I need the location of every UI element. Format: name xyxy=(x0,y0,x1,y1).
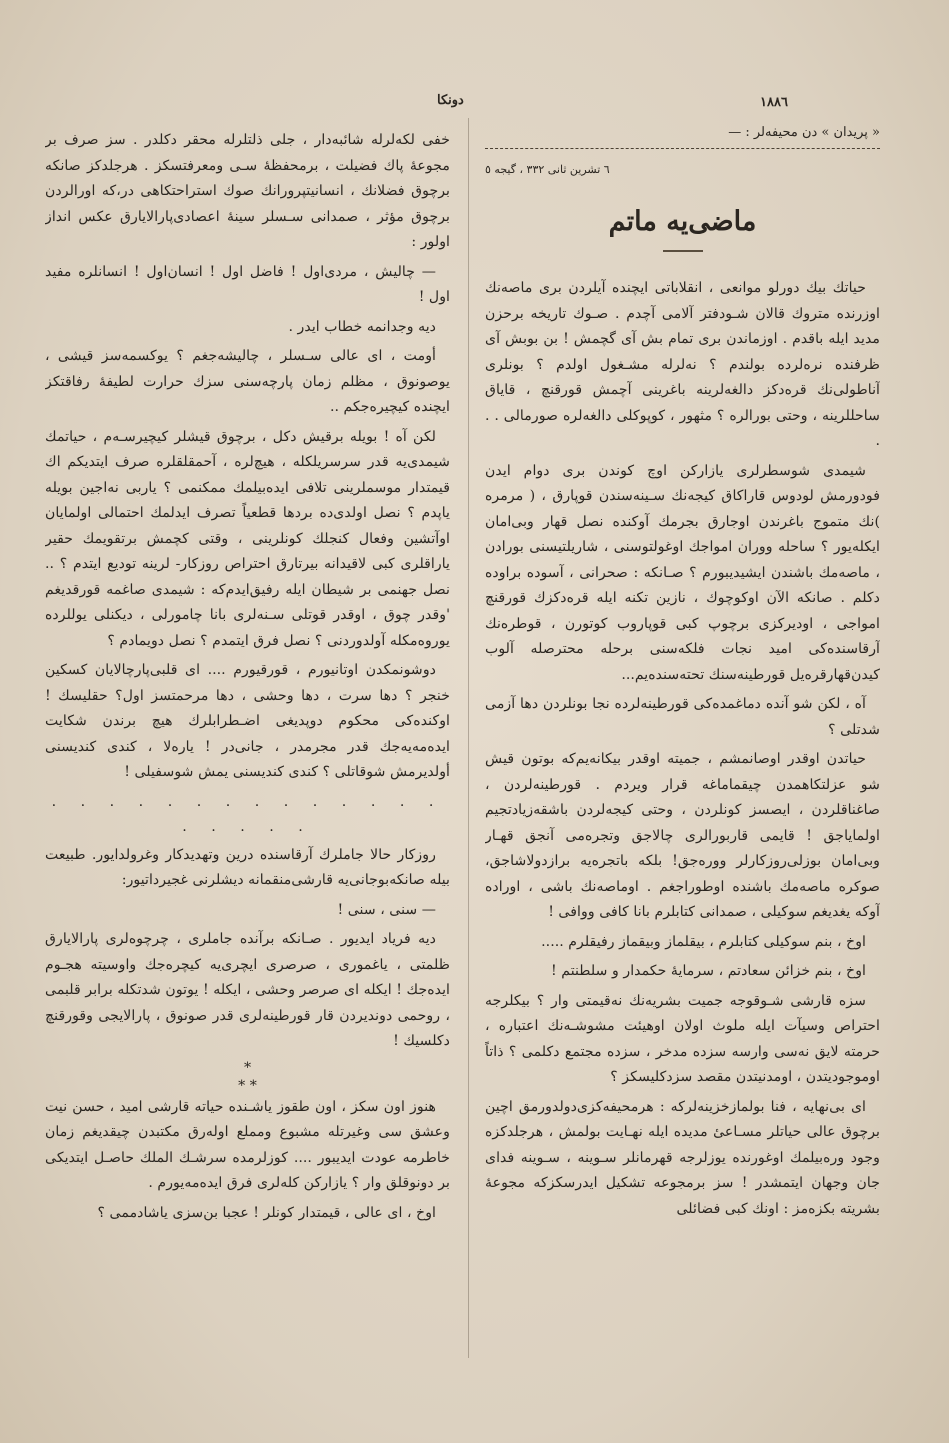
paragraph: دیه وجدانمه خطاب ایدر . xyxy=(288,318,436,335)
left-column xyxy=(45,128,450,1338)
paragraph: — چالیش ، مردی‌اول ! فاضل اول ! انسان‌اول ! انسانلره مفید اول ! xyxy=(45,263,450,305)
paragraph: حیاتدن اوقدر اوصانمشم ، جمیته اوقدر بیکانه‌یم‌که بوتون قیش شو عزلتکاهمدن چیقماماغه قرار ویردم . قورطینه‌لردن ، صاغناقلردن ، ایصسز کونلردن ، وحتی کیجه‌لردن باشقه‌زیاد‌تجیم اولمایاجق ! قایمی قاربورالری چالاجق وتجره‌می آنجق قهـار وبی‌امان بوزلی‌روزکارلر وورەجق! بلکه باتجره‌یه برازدولاشاجق، صوکره ماصه‌مك باشنده اوطوراجغم . اوماصه‌نك باشی ، اوراده آوکه یغدیغم سوکیلی ، صمدانی کتابلرم بانا کافی ووافی ! xyxy=(485,751,880,920)
paragraph: سزه قارشی شـوقوجه جمیت بشریه‌نك نه‌قیمتی وار ؟ بیکلرجه احتراص وسیآت ایله ملوث اولان اوهیئت مشوشـه‌نك اعتباره ، حرمته لایق نه‌سی وارسه سزده مدخر ، سزده مجتمع دکلمی ؟ ذاتاً اوموجودیتدن ، اومدنیتدن مقصد سزدکلیسکز ؟ xyxy=(485,992,880,1085)
paragraph: أومت ، ای عالی سـسلر ، چالیشه‌جغم ؟ یوکسمه‌سز قیشی ، یوصونوق ، مظلم زمان پارچه‌سنی سزك حرارت لطیفهٔ رفاقتکز ایچنده کیچیره‌جکم .. xyxy=(45,348,450,415)
paragraph: اوخ ، بنم سوکیلی کتابلرم ، بیقلماز وبیقماز رفیقلرم ..... xyxy=(541,933,866,950)
page-number: ١٨٨٦ xyxy=(760,95,788,110)
paragraph: آه ، لکن شو آنده دماغمده‌کی قورطینه‌لرده نجا بونلردن دها آزمی شدتلی ؟ xyxy=(485,696,880,738)
entry-date: ٦ تشرین ثانی ٣٣٢ ، گیجه ٥ xyxy=(485,162,610,176)
paragraph: دیه فریاد ایدیور . صـانکه برآنده جاملری ، چرچوه‌لری پارالایارق ظلمتی ، یاغموری ، صرصری ایچری‌یه کیچره‌جك واوسیته هجـوم ایده‌جك ! ایکله ای صرصر وحشی ، ایکله ! یوتون شدتکله برابر قلبمی ، روحمی دوندیردن قار قورطینه‌لری قدر صونوق ، پارالایجی وقورقنچ دکلسیك ! xyxy=(45,931,450,1049)
dotted-separator: . . . . . . . . . . . . . . . . . . . xyxy=(51,793,444,835)
right-column xyxy=(485,120,880,1350)
source-reference: « پریدان » دن محیفه‌لر : — xyxy=(485,120,880,149)
paragraph: دوشونمکدن اوتانیورم ، قورقیورم .... ای قلبی‌پارچالایان کسکین خنجر ؟ دها سرت ، دها وحشی ، دها مرحمتسز اول؟ حقلیسك ! اوکنده‌کی محکوم دوپدیغی اضـطرابلرك هیچ برندن شکایت ایده‌مه‌یه‌جك قدر مجرمدر ، جانی‌در ! یاره‌لا ، کندی کندیسنی أولدیرمش شوقاتلی ؟ کندی کندیسنی یمش شوسفیلی ! xyxy=(45,662,450,780)
paragraph: اوخ ، ای عالی ، قیمتدار کونلر ! عجبا بن‌سزی یاشادممی ؟ xyxy=(97,1204,436,1221)
paragraph: شیمدی شوسطرلری یازارکن اوچ کوندن بری دوام ایدن فودورمش لودوس قاراكاق کیجه‌نك سـینه‌سندن قوپارق ، ( مرمره )نك متموج باغرندن اوجارق بجرمك آوکنده نصل قهار وبی‌امان ایکلەیور ؟ ساحله ووران امواجك اوغولتوسنی ، شاریلتیسنی بورادن ، ماصه‌مك باشندن ایشیدیبورم ؟ صـانکه : صحرانی ، آسوده براوده دکلم . صانکه الآن اوکوچوك ، نازین تکنه ایله قره‌دکزك قورقنچ امواجی ، اودیرکزی برچوپ کبی قوپاروب کوتورن ، قوطره‌نك آرقاسنده‌کی امید نجات فلکه‌سنی برحله محترصله آلوب کیدن‌قهارقره‌یل قورطینه‌سنك تحته‌سنده‌یم... xyxy=(485,462,880,683)
paragraph: هنوز اون سکز ، اون طقوز یاشـنده حیاته قارشی امید ، حسن نیت وعشق سی وغیرتله مشبوع ومملع اولەرق مکتبدن چیقدیغم زمان خاطرمه عودت ایدیبور .... کوزلرمده سرشـك الملك حاصـل ایتدیکی بر دونوقلق وار ؟ یازارکن کله‌لری فرق ایده‌مه‌یورم . xyxy=(45,1098,450,1191)
title-ornament xyxy=(663,250,703,252)
column-divider xyxy=(468,118,469,1358)
article-title: ماضی‌یه ماتم xyxy=(608,206,757,237)
paragraph: خفی لکه‌لرله شائبه‌دار ، جلی ذلتلرله محقر دکلدر . سز صرف بر مجوعهٔ پاك فضیلت ، برمحفظهٔ سـی ومعرفتسکز . هرجلدکز صانکه برچوق فضلانك ، انسانیتپرورانك صوك استراحتکاهی در،که اورالردن برچوق مؤثر ، صمدانی سـسلر سینهٔ اعصادی‌پارالایارق عکس انداز اولور : xyxy=(45,132,450,250)
paragraph: — سنی ، سنی ! xyxy=(337,901,436,918)
journal-name-header: دونكا xyxy=(437,93,464,108)
paragraph: اوخ ، بنم خزائن سعادتم ، سرمایهٔ حکمدار و سلطنتم ! xyxy=(551,963,866,979)
paragraph: روزکار حالا جاملرك آرقاسنده درین وتهدیدکار وغرولدایور. طبیعت بیله صانکه‌بوجانی‌یه قارشی‌منقمانه دیشلرنی غجیردا‌تیور: xyxy=(45,846,450,888)
asterism-top: * xyxy=(243,1059,252,1076)
paragraph: حیاتك بیك دورلو موانعی ، انقلاباتی ایچنده آیلردن بری ماصه‌نك اوزرنده متروك قالان شـودفتر آلامی آچدم . صـوك تاریخه برحزن مدید ایله باقدم . اوزماندن بری تمام بش آی گچمش ! بن بوبش آی ظرفنده نره‌لرده بولندم ؟ نه‌لرله مشـغول اولدم ؟ بونلری آناطولی‌نك قره‌دكز دالغه‌لرینه باغرینی آچمش قورقنچ ، قایاق ساحللرینه ، وحتی بورالره ؟ مثهور ، کوپوکلی دالغه‌لره صورمالی . . . xyxy=(485,280,880,449)
asterism-bottom: * * xyxy=(238,1077,257,1094)
paragraph: لکن آه ! بویله برقیش دکل ، برچوق قیشلر کیچیرسـه‌م ، حیاتمك شیمدی‌یه قدر سرسریلکله ، هیچ‌لره ، آحمقلقلره صرف ایتدیکم اك قیمتدار موسملرینی تلافی ایده‌بیلمك ممکنمی ؟ یاربی نه‌اجین بویله یاپدم ؟ نصل اولدی‌ده بردها قطعیاً تصرف ایدلمك احتمالی اولمایان اوآتشین وفعال کنجلك کونلرینی ، وقتی کچمش برتقویمك حقیر یاراقلری کبی لاقیدانه بیرتارق احتراص روزکار- لرینه تودیع ایتدم ؟ .. نصل جهنمی بر شیطان ایله رفیق‌ایدم‌که : شیمدی صاغمه قورقدیغم 'وقدر چوق ، اوقدر قوتلی سـنه‌لری بانا چامورلی ، دیکنلی یوللرده یوروه‌مکله آولدوردنی ؟ نصل فرق ایتمدم ؟ نصل دویمادم ؟ xyxy=(45,428,450,649)
paragraph: ای بی‌نهایه ، فنا بولمازخزینه‌لرکه : هرمحیفه‌کزی‌دولدورمق اچین برچوق عالی حیاتلر مسـاعیٔ مدیده ایله نهـایت بولمش ، هرجلدکزه وجود ورەبیلمك اوغورنده یوزلرجه قهرمانلر سـوینه ، سـوینه فدای جان وجهان ایتمشدر ! سز برمجوعه تشکیل ایدرسکزکه مجوعهٔ بشریته بکزه‌مز : اونك کبی فضائلی xyxy=(485,1098,880,1217)
